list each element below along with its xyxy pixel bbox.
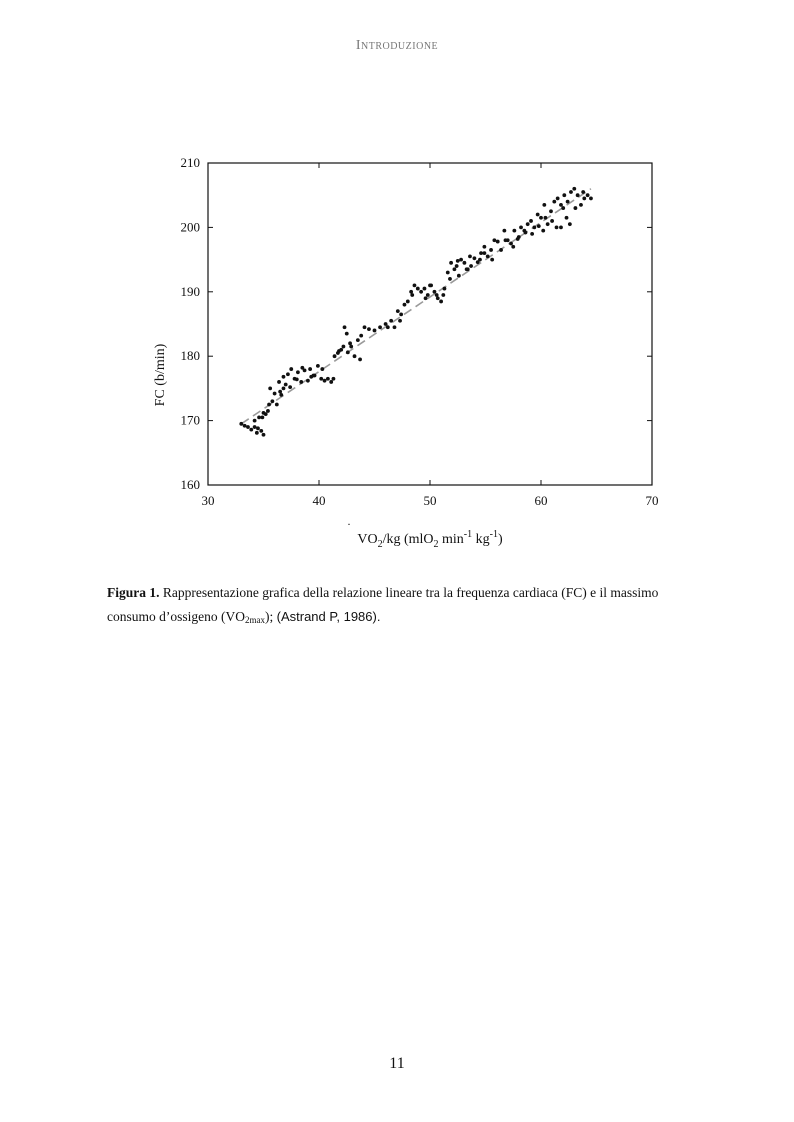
data-point bbox=[569, 190, 573, 194]
y-axis-title: FC (b/min) bbox=[153, 343, 168, 407]
data-point bbox=[561, 206, 565, 210]
data-point bbox=[469, 264, 473, 268]
data-point bbox=[319, 377, 323, 381]
data-point bbox=[286, 372, 290, 376]
data-point bbox=[295, 377, 299, 381]
data-point bbox=[299, 380, 303, 384]
data-point bbox=[278, 390, 282, 394]
scatter-figure bbox=[150, 150, 670, 560]
data-point bbox=[448, 277, 452, 281]
data-point bbox=[486, 254, 490, 258]
data-point bbox=[529, 219, 533, 223]
data-point bbox=[574, 206, 578, 210]
data-point bbox=[358, 358, 362, 362]
x-axis-title-dot: · bbox=[347, 517, 351, 531]
data-point bbox=[423, 287, 427, 291]
data-point bbox=[367, 327, 371, 331]
data-point bbox=[433, 290, 437, 294]
data-point bbox=[459, 258, 463, 262]
data-point bbox=[559, 226, 563, 230]
data-point bbox=[296, 370, 300, 374]
data-point bbox=[348, 341, 352, 345]
data-point bbox=[332, 377, 336, 381]
data-point bbox=[544, 216, 548, 220]
data-point bbox=[482, 245, 486, 249]
data-point bbox=[455, 264, 459, 268]
data-point bbox=[519, 226, 523, 230]
data-point bbox=[282, 387, 286, 391]
caption-text-end: ); bbox=[265, 609, 277, 624]
data-point bbox=[343, 325, 347, 329]
scatter-chart bbox=[150, 150, 670, 560]
data-point bbox=[586, 193, 590, 197]
data-point bbox=[249, 428, 253, 432]
data-point bbox=[300, 366, 304, 370]
data-point bbox=[436, 296, 440, 300]
data-point bbox=[489, 248, 493, 252]
data-point bbox=[524, 231, 528, 235]
data-point bbox=[406, 300, 410, 304]
data-point bbox=[439, 300, 443, 304]
data-point bbox=[426, 293, 430, 297]
data-point bbox=[255, 431, 259, 435]
data-point bbox=[502, 229, 506, 233]
data-point bbox=[399, 312, 403, 316]
data-point bbox=[398, 319, 402, 323]
data-point bbox=[473, 256, 477, 260]
data-point bbox=[479, 251, 483, 255]
data-point bbox=[337, 349, 341, 353]
data-point bbox=[496, 240, 500, 244]
x-tick-label: 60 bbox=[534, 493, 548, 508]
data-point bbox=[555, 226, 559, 230]
data-point bbox=[446, 271, 450, 275]
data-point bbox=[530, 232, 534, 236]
data-point bbox=[279, 393, 283, 397]
y-tick-label: 170 bbox=[180, 412, 200, 428]
data-point bbox=[572, 187, 576, 191]
data-point bbox=[552, 200, 556, 204]
running-head: Introduzione bbox=[355, 38, 439, 53]
data-point bbox=[579, 203, 583, 207]
data-point bbox=[262, 411, 266, 415]
data-point bbox=[465, 267, 469, 271]
x-tick-label: 50 bbox=[423, 493, 437, 508]
data-point bbox=[539, 216, 543, 220]
data-point bbox=[346, 350, 350, 354]
data-point bbox=[393, 325, 397, 329]
data-point bbox=[353, 354, 357, 358]
data-point bbox=[428, 283, 432, 287]
y-tick-label: 190 bbox=[180, 283, 200, 299]
data-point bbox=[562, 193, 566, 197]
data-point bbox=[306, 379, 310, 383]
data-point bbox=[499, 248, 503, 252]
data-point bbox=[253, 425, 257, 429]
data-point bbox=[409, 290, 413, 294]
data-point bbox=[342, 345, 346, 349]
data-point bbox=[509, 242, 513, 246]
x-tick-label: 40 bbox=[312, 493, 326, 508]
data-point bbox=[453, 267, 457, 271]
data-point bbox=[504, 238, 508, 242]
y-tick-label: 210 bbox=[180, 155, 200, 170]
data-point bbox=[356, 338, 360, 342]
data-point bbox=[542, 203, 546, 207]
data-point bbox=[568, 222, 572, 226]
data-point bbox=[536, 213, 540, 217]
caption-label: Figura 1. bbox=[107, 585, 160, 600]
data-point bbox=[403, 303, 407, 307]
data-point bbox=[582, 197, 586, 201]
data-point bbox=[326, 377, 330, 381]
data-point bbox=[457, 274, 461, 278]
caption-text: Rappresentazione grafica della relazione lineare tra la frequenza cardiaca (FC) e il massimo consumo d’ossigeno (VO bbox=[107, 585, 659, 624]
data-point bbox=[282, 375, 286, 379]
data-point bbox=[359, 334, 363, 338]
data-point bbox=[565, 216, 569, 220]
data-point bbox=[349, 345, 353, 349]
y-tick-label: 180 bbox=[180, 348, 200, 364]
data-point bbox=[384, 322, 388, 326]
data-point bbox=[441, 293, 445, 297]
data-point bbox=[546, 222, 550, 226]
data-point bbox=[581, 190, 585, 194]
data-point bbox=[443, 287, 447, 291]
data-point bbox=[517, 235, 521, 239]
page-number: 11 bbox=[389, 1055, 405, 1072]
data-point bbox=[316, 364, 320, 368]
data-point bbox=[262, 433, 266, 437]
y-tick-label: 160 bbox=[180, 477, 200, 492]
data-point bbox=[526, 222, 530, 226]
data-point bbox=[323, 379, 327, 383]
plot-frame bbox=[208, 163, 652, 485]
data-point bbox=[373, 329, 377, 333]
data-point bbox=[246, 425, 250, 429]
data-point bbox=[482, 251, 486, 255]
data-point bbox=[419, 290, 423, 294]
data-point bbox=[492, 238, 496, 242]
data-point bbox=[243, 424, 247, 428]
data-point bbox=[556, 197, 560, 201]
data-point bbox=[410, 293, 414, 297]
data-point bbox=[268, 387, 272, 391]
data-point bbox=[576, 193, 580, 197]
data-point bbox=[239, 422, 243, 426]
figure-caption bbox=[107, 581, 707, 632]
data-point bbox=[256, 426, 260, 430]
data-point bbox=[288, 385, 292, 389]
data-point bbox=[468, 254, 472, 258]
data-point bbox=[333, 354, 337, 358]
data-point bbox=[511, 245, 515, 249]
data-point bbox=[589, 197, 593, 201]
data-point bbox=[277, 380, 281, 384]
data-point bbox=[275, 403, 279, 407]
caption-subscript: 2max bbox=[245, 615, 265, 625]
data-point bbox=[532, 226, 536, 230]
data-point bbox=[435, 293, 439, 297]
data-point bbox=[389, 319, 393, 323]
x-tick-label: 30 bbox=[201, 493, 215, 508]
data-point bbox=[413, 283, 417, 287]
data-point bbox=[396, 309, 400, 313]
data-point bbox=[541, 229, 545, 233]
data-point bbox=[259, 429, 263, 433]
y-tick-label: 200 bbox=[180, 219, 200, 235]
data-point bbox=[273, 392, 277, 396]
data-point bbox=[424, 296, 428, 300]
data-point bbox=[312, 374, 316, 378]
data-point bbox=[270, 399, 274, 403]
data-point bbox=[559, 203, 563, 207]
x-tick-label: 70 bbox=[645, 493, 659, 508]
data-point bbox=[266, 409, 270, 413]
caption-citation: (Astrand P, 1986). bbox=[276, 609, 381, 624]
data-point bbox=[257, 415, 261, 419]
data-point bbox=[490, 258, 494, 262]
data-point bbox=[550, 219, 554, 223]
data-point bbox=[478, 258, 482, 262]
data-point bbox=[260, 415, 264, 419]
data-point bbox=[549, 209, 553, 213]
data-point bbox=[512, 229, 516, 233]
x-axis-title: $VO_2/kg$ (mlO$_2$ $\min^{-1} kg^{-1}$) bbox=[357, 529, 503, 550]
data-point bbox=[308, 367, 312, 371]
data-point bbox=[456, 259, 460, 263]
data-point bbox=[386, 325, 390, 329]
data-point bbox=[463, 261, 467, 265]
data-point bbox=[416, 287, 420, 291]
data-point bbox=[267, 403, 271, 407]
data-point bbox=[289, 367, 293, 371]
data-point bbox=[329, 380, 333, 384]
data-point bbox=[284, 383, 288, 387]
trend-line bbox=[241, 189, 591, 424]
data-point bbox=[449, 261, 453, 265]
data-point bbox=[253, 419, 257, 423]
data-point bbox=[363, 325, 367, 329]
data-point bbox=[320, 367, 324, 371]
data-point bbox=[378, 325, 382, 329]
data-point bbox=[345, 332, 349, 336]
data-point bbox=[566, 200, 570, 204]
data-point bbox=[537, 224, 541, 228]
